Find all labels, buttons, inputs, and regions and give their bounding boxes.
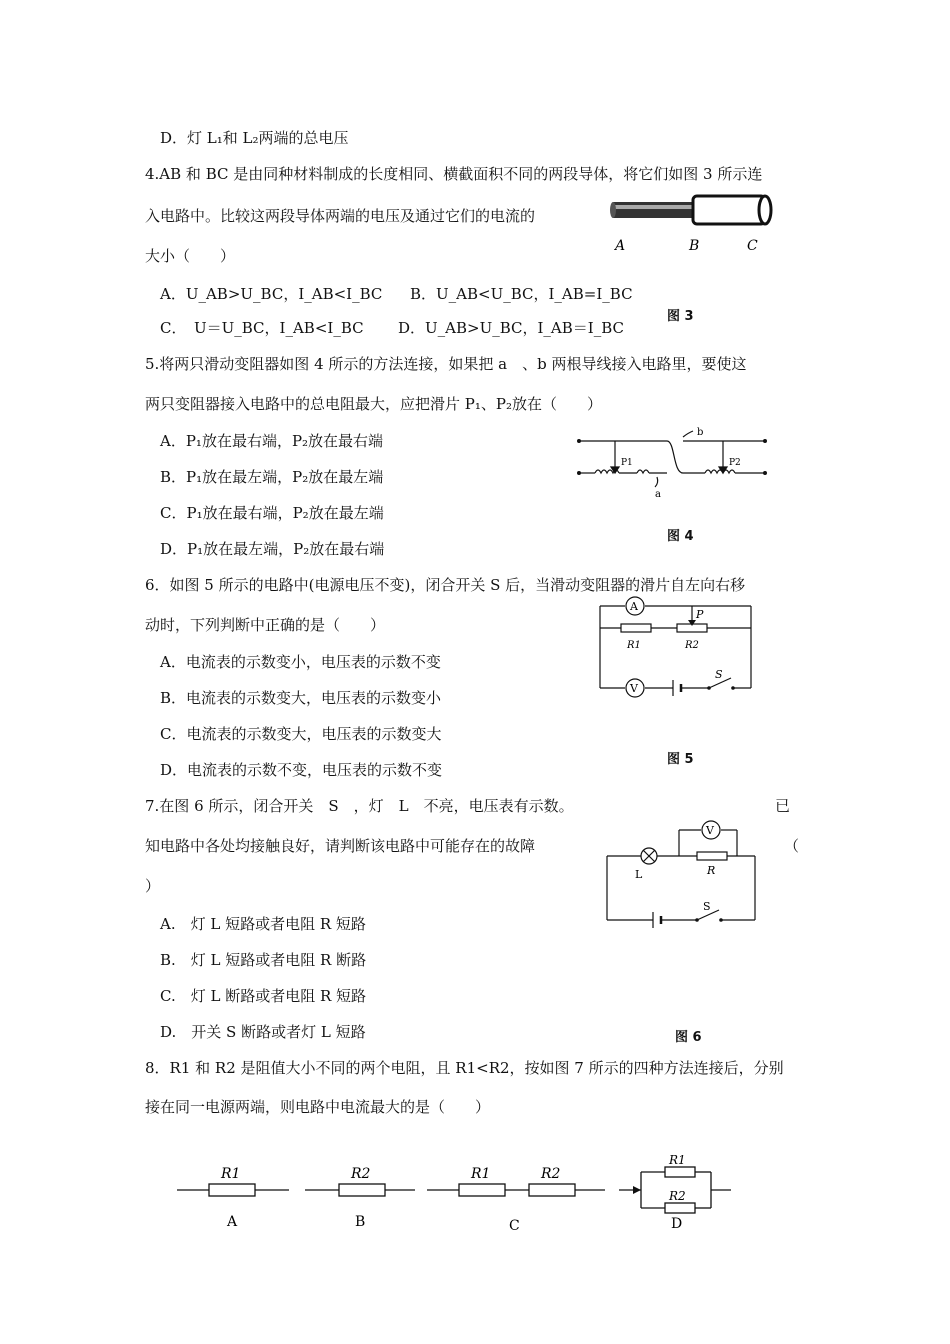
q5-stem-line1: 5.将两只滑动变阻器如图 4 所示的方法连接，如果把 a 、b 两根导线接入电路里，要使这	[145, 355, 747, 373]
fig7-label-c: C	[509, 1218, 520, 1234]
fig6-label-s: S	[703, 900, 711, 913]
q6-stem-line2: 动时，下列判断中正确的是（ ）	[145, 616, 386, 634]
q4-option-b: B．U_AB<U_BC，I_AB=I_BC	[410, 285, 633, 303]
q7-option-b: B. 灯 L 短路或者电阻 R 断路	[160, 951, 367, 969]
q4-stem-line1: 4.AB 和 BC 是由同种材料制成的长度相同、横截面积不同的两段导体，将它们如图 3 所示连	[145, 165, 763, 183]
fig7-a-r1: R1	[221, 1166, 241, 1182]
q7-option-c: C. 灯 L 断路或者电阻 R 短路	[160, 987, 367, 1005]
fig4-label-p2: P2	[729, 458, 741, 468]
q4-option-d: D．U_AB>U_BC，I_AB＝I_BC	[398, 319, 624, 337]
q4-stem-line3: 大小（ ）	[145, 247, 236, 265]
q5-option-d: D．P₁放在最左端，P₂放在最右端	[160, 540, 385, 558]
fig6-label-r: R	[707, 864, 716, 877]
fig3-label-a: A	[615, 238, 626, 254]
q7-stem-line2-end: （	[784, 837, 800, 855]
fig7-d-r1: R1	[669, 1153, 686, 1167]
q4-stem-line2: 入电路中。比较这两段导体两端的电压及通过它们的电流的	[145, 207, 536, 225]
q6-option-a: A．电流表的示数变小，电压表的示数不变	[160, 653, 441, 671]
q4-option-c: C． U＝U_BC，I_AB<I_BC	[160, 319, 364, 337]
q6-option-b: B．电流表的示数变大，电压表的示数变小	[160, 689, 442, 707]
fig4-label-b: b	[697, 427, 704, 438]
fig3-label-b: B	[689, 238, 700, 254]
fig4-label-p1: P1	[621, 458, 633, 468]
q7-option-a: A. 灯 L 短路或者电阻 R 短路	[160, 915, 366, 933]
q5-option-a: A．P₁放在最右端，P₂放在最右端	[160, 432, 384, 450]
figure-7-resistor-arrangements	[175, 1150, 735, 1240]
fig7-b-r2: R2	[351, 1166, 371, 1182]
figure-6-caption: 图 6	[675, 1030, 702, 1045]
fig7-d-r2: R2	[669, 1189, 686, 1203]
fig7-label-a: A	[227, 1214, 238, 1230]
q7-stem-line1-end: 已	[775, 797, 791, 815]
q8-stem-line1: 8．R1 和 R2 是阻值大小不同的两个电阻，且 R1<R2，按如图 7 所示的四种方法连接后，分别	[145, 1059, 784, 1077]
fig4-label-a: a	[655, 489, 661, 500]
figure-5-caption: 图 5	[667, 752, 694, 767]
figure-3-caption: 图 3	[667, 309, 694, 324]
q7-stem-line1: 7.在图 6 所示，闭合开关 S ，灯 L 不亮，电压表有示数。	[145, 797, 574, 815]
q6-option-c: C．电流表的示数变大，电压表的示数变大	[160, 725, 442, 743]
fig6-label-l: L	[635, 868, 643, 881]
figure-5-circuit	[597, 598, 757, 698]
fig7-label-b: B	[355, 1214, 366, 1230]
figure-4-caption: 图 4	[667, 529, 694, 544]
fig5-label-r2: R2	[685, 640, 699, 651]
q5-option-c: C．P₁放在最右端，P₂放在最左端	[160, 504, 384, 522]
fig5-voltmeter-label: V	[630, 682, 638, 695]
q7-stem-line2: 知电路中各处均接触良好，请判断该电路中可能存在的故障	[145, 837, 536, 855]
figure-3-conductor	[605, 192, 785, 262]
fig7-c-r1: R1	[471, 1166, 491, 1182]
q5-stem-line2: 两只变阻器接入电路中的总电阻最大，应把滑片 P₁、P₂放在（ ）	[145, 395, 602, 413]
fig5-label-p: P	[696, 608, 704, 621]
fig7-label-d: D	[671, 1216, 683, 1232]
q7-option-d: D. 开关 S 断路或者灯 L 短路	[160, 1023, 366, 1041]
q6-option-d: D．电流表的示数不变，电压表的示数不变	[160, 761, 443, 779]
q8-stem-line2: 接在同一电源两端，则电路中电流最大的是（ ）	[145, 1098, 491, 1116]
q3-option-d: D．灯 L₁和 L₂两端的总电压	[160, 129, 349, 147]
fig3-label-c: C	[747, 238, 758, 254]
q6-stem-line1: 6．如图 5 所示的电路中(电源电压不变)，闭合开关 S 后，当滑动变阻器的滑片自左向右移	[145, 576, 746, 594]
q4-option-a: A．U_AB>U_BC，I_AB<I_BC	[160, 285, 383, 303]
fig6-voltmeter-label: V	[706, 824, 714, 837]
figure-4-rheostats	[575, 425, 775, 500]
fig5-label-r1: R1	[627, 640, 641, 651]
q5-option-b: B．P₁放在最左端，P₂放在最左端	[160, 468, 384, 486]
fig5-ammeter-label: A	[630, 600, 638, 613]
figure-6-circuit	[605, 816, 765, 924]
q7-stem-line3: ）	[145, 877, 161, 895]
fig7-c-r2: R2	[541, 1166, 561, 1182]
fig5-label-s: S	[715, 668, 723, 681]
